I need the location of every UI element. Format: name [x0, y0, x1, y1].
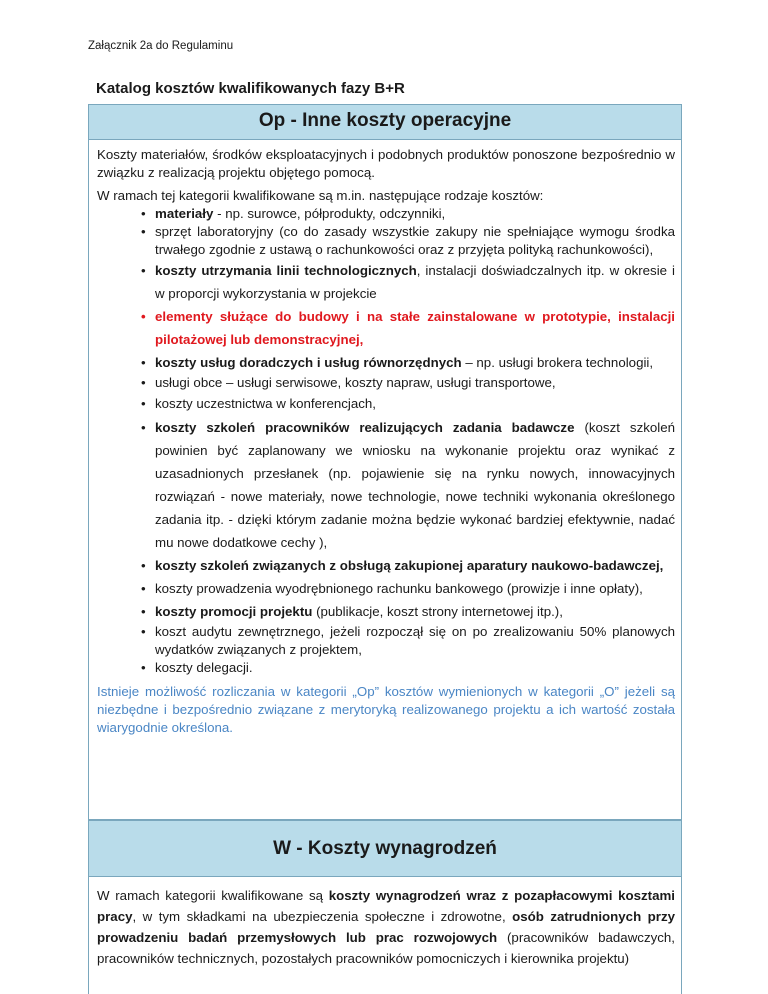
- list-item-text: – np. usługi brokera technologii,: [461, 355, 654, 370]
- section-w-bold: koszty wynagrodzeń wraz z pozapłacowymi kosztami pracy: [97, 888, 675, 924]
- list-item-bold: elementy służące do budowy i na stałe zainstalowane w prototypie, instalacji pilotażowej lub demonstracyjnej,: [155, 309, 675, 347]
- list-item: [97, 259, 675, 305]
- list-item-text: koszty uczestnictwa w konferencjach,: [155, 396, 376, 411]
- list-item-highlighted: [97, 305, 675, 351]
- section-w-body: [89, 877, 681, 969]
- list-item: [97, 205, 675, 223]
- section-op-body: [89, 140, 681, 737]
- list-item: [97, 554, 675, 577]
- document-title: Katalog kosztów kwalifikowanych fazy B+R: [96, 80, 405, 97]
- list-item: [97, 623, 675, 659]
- list-item-text: (koszt szkoleń powinien być zaplanowany we wniosku na wykonanie projektu oraz wynikać z uzasadnionych przesłanek (np. pojawienie się na rynku nowych, innowacyjnych rozwiązań - nowe materiały, nowe technologie, nowe techniki wykonania określonego zadania itp. - dzięki którym zadanie można będzie wykonać bardziej efektywnie, nadać mu nowe dodatkowe cechy ),: [155, 420, 676, 550]
- list-item-text: sprzęt laboratoryjny (co do zasady wszystkie zakupy nie spełniające wymogu środka trwałego zgodnie z ustawą o rachunkowości oraz z przyjęta polityką rachunkowości),: [155, 224, 675, 257]
- list-item: [97, 395, 675, 413]
- section-op-lead: W ramach tej kategorii kwalifikowane są m.in. następujące rodzaje kosztów:: [97, 188, 544, 203]
- section-w-text: (pracowników badawczych, pracowników technicznych, pozostałych pracowników pomocniczych i kierownika projektu): [97, 930, 675, 966]
- section-w-paragraph: [97, 885, 675, 969]
- list-item: [97, 223, 675, 259]
- section-op-note: Istnieje możliwość rozliczania w kategorii „Op” kosztów wymienionych w kategorii „O” jeżeli są niezbędne i bezpośrednio związane z merytoryką realizowanego projektu a ich wartość została wiarygodnie określona.: [97, 684, 675, 735]
- list-item-bold: koszty szkoleń związanych z obsługą zakupionej aparatury naukowo-badawczej,: [155, 558, 664, 573]
- list-item: [97, 374, 675, 392]
- list-item-bold: koszty promocji projektu: [155, 604, 313, 619]
- section-op: [88, 104, 682, 820]
- list-item: [97, 600, 675, 623]
- cost-list: [97, 205, 675, 677]
- list-item-bold: koszty usług doradczych i usług równorzędnych: [155, 355, 462, 370]
- section-w-text: W ramach kategorii kwalifikowane są: [97, 888, 329, 903]
- list-item-text: koszty prowadzenia wyodrębnionego rachunku bankowego (prowizje i inne opłaty),: [155, 581, 643, 596]
- section-w-text: , w tym składkami na ubezpieczenia społeczne i zdrowotne,: [132, 909, 513, 924]
- list-item: [97, 351, 675, 374]
- list-item-bold: koszty szkoleń pracowników realizujących zadania badawcze: [155, 420, 575, 435]
- list-item-text: , instalacji doświadczalnych itp. w okresie i w proporcji wykorzystania w projekcie: [155, 263, 675, 301]
- list-item-text: (publikacje, koszt strony internetowej itp.),: [312, 604, 563, 619]
- section-w-bold: osób zatrudnionych przy prowadzeniu badań przemysłowych lub prac rozwojowych: [97, 909, 675, 945]
- list-item-text: usługi obce – usługi serwisowe, koszty napraw, usługi transportowe,: [155, 375, 556, 390]
- list-item-text: koszty delegacji.: [155, 660, 253, 675]
- list-item-text: - np. surowce, półprodukty, odczynniki,: [213, 206, 446, 221]
- list-item: [97, 659, 675, 677]
- list-item-bold: koszty utrzymania linii technologicznych: [155, 263, 417, 278]
- list-item-text: koszt audytu zewnętrznego, jeżeli rozpoczął się on po zrealizowaniu 50% planowych wydatków związanych z projektem,: [155, 624, 675, 657]
- list-item-bold: materiały: [155, 206, 214, 221]
- list-item: [97, 416, 675, 554]
- section-w: [88, 820, 682, 994]
- header-note: Załącznik 2a do Regulaminu: [88, 40, 234, 52]
- section-op-intro: Koszty materiałów, środków eksploatacyjnych i podobnych produktów ponoszone bezpośrednio w związku z realizacją projektu objętego pomocą.: [97, 147, 675, 180]
- section-op-heading: Op - Inne koszty operacyjne: [89, 105, 681, 140]
- section-w-heading: W - Koszty wynagrodzeń: [89, 821, 681, 877]
- list-item: [97, 577, 675, 600]
